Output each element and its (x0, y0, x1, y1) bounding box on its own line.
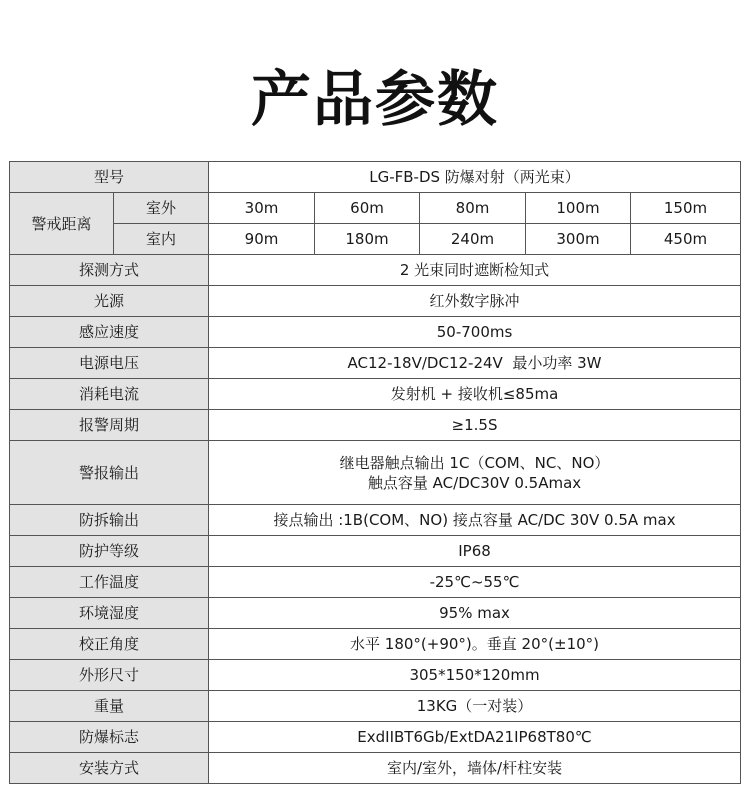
table-row (10, 410, 741, 441)
table-row (10, 224, 741, 255)
row-label-angle: 校正角度 (10, 629, 209, 660)
outdoor-distance-cell: 60m (315, 193, 420, 224)
row-value-humidity: 95% max (209, 598, 741, 629)
row-label-humidity: 环境湿度 (10, 598, 209, 629)
row-value-period: ≥1.5S (209, 410, 741, 441)
outdoor-distance-cell: 80m (420, 193, 526, 224)
row-label-light: 光源 (10, 286, 209, 317)
row-label-model: 型号 (10, 162, 209, 193)
table-row (10, 286, 741, 317)
table-row (10, 753, 741, 784)
row-label-period: 报警周期 (10, 410, 209, 441)
table-row (10, 193, 741, 224)
table-row (10, 536, 741, 567)
row-label-protect: 防护等级 (10, 536, 209, 567)
table-row (10, 660, 741, 691)
row-value-model: LG-FB-DS 防爆对射（两光束） (209, 162, 741, 193)
alarm-output-line-2: 触点容量 AC/DC30V 0.5Amax (367, 473, 582, 492)
row-value-install: 室内/室外，墙体/杆柱安装 (209, 753, 741, 784)
row-label-alarm-output: 警报输出 (10, 441, 209, 505)
outdoor-distance-cell: 100m (526, 193, 631, 224)
table-row (10, 722, 741, 753)
row-value-explosion: ExdIIBT6Gb/ExtDA21IP68T80℃ (209, 722, 741, 753)
alarm-output-line-1: 继电器触点输出 1C（COM、NC、NO） (339, 453, 610, 472)
table-row (10, 691, 741, 722)
row-label-weight: 重量 (10, 691, 209, 722)
indoor-distance-cell: 450m (631, 224, 741, 255)
table-row (10, 441, 741, 505)
table-row (10, 598, 741, 629)
row-value-protect: IP68 (209, 536, 741, 567)
table-row (10, 255, 741, 286)
row-label-speed: 感应速度 (10, 317, 209, 348)
indoor-distance-cell: 90m (209, 224, 315, 255)
outdoor-distance-cell: 30m (209, 193, 315, 224)
row-label-detect: 探测方式 (10, 255, 209, 286)
indoor-distance-cell: 240m (420, 224, 526, 255)
sub-label-indoor: 室内 (114, 224, 209, 255)
table-row (10, 379, 741, 410)
row-label-install: 安装方式 (10, 753, 209, 784)
spec-table (9, 161, 741, 784)
row-value-size: 305*150*120mm (209, 660, 741, 691)
table-row (10, 162, 741, 193)
table-row (10, 567, 741, 598)
row-value-weight: 13KG（一对装） (209, 691, 741, 722)
row-value-detect: 2 光束同时遮断检知式 (209, 255, 741, 286)
table-row (10, 505, 741, 536)
row-value-temp: -25℃~55℃ (209, 567, 741, 598)
table-row (10, 629, 741, 660)
row-label-explosion: 防爆标志 (10, 722, 209, 753)
row-label-distance: 警戒距离 (10, 193, 114, 255)
row-value-speed: 50-700ms (209, 317, 741, 348)
outdoor-distance-cell: 150m (631, 193, 741, 224)
page-title: 产品参数 (251, 65, 499, 135)
table-row (10, 317, 741, 348)
row-label-temp: 工作温度 (10, 567, 209, 598)
row-value-current: 发射机 + 接收机≤85ma (209, 379, 741, 410)
sub-label-outdoor: 室外 (114, 193, 209, 224)
row-value-voltage: AC12-18V/DC12-24V 最小功率 3W (209, 348, 741, 379)
row-value-light: 红外数字脉冲 (209, 286, 741, 317)
indoor-distance-cell: 300m (526, 224, 631, 255)
row-label-current: 消耗电流 (10, 379, 209, 410)
row-label-tamper-output: 防拆输出 (10, 505, 209, 536)
row-value-alarm-output (209, 441, 741, 505)
row-label-size: 外形尺寸 (10, 660, 209, 691)
table-row (10, 348, 741, 379)
row-value-tamper-output: 接点输出 :1B(COM、NO) 接点容量 AC/DC 30V 0.5A max (209, 505, 741, 536)
row-label-voltage: 电源电压 (10, 348, 209, 379)
indoor-distance-cell: 180m (315, 224, 420, 255)
row-value-angle: 水平 180°(+90°)。垂直 20°(±10°) (209, 629, 741, 660)
